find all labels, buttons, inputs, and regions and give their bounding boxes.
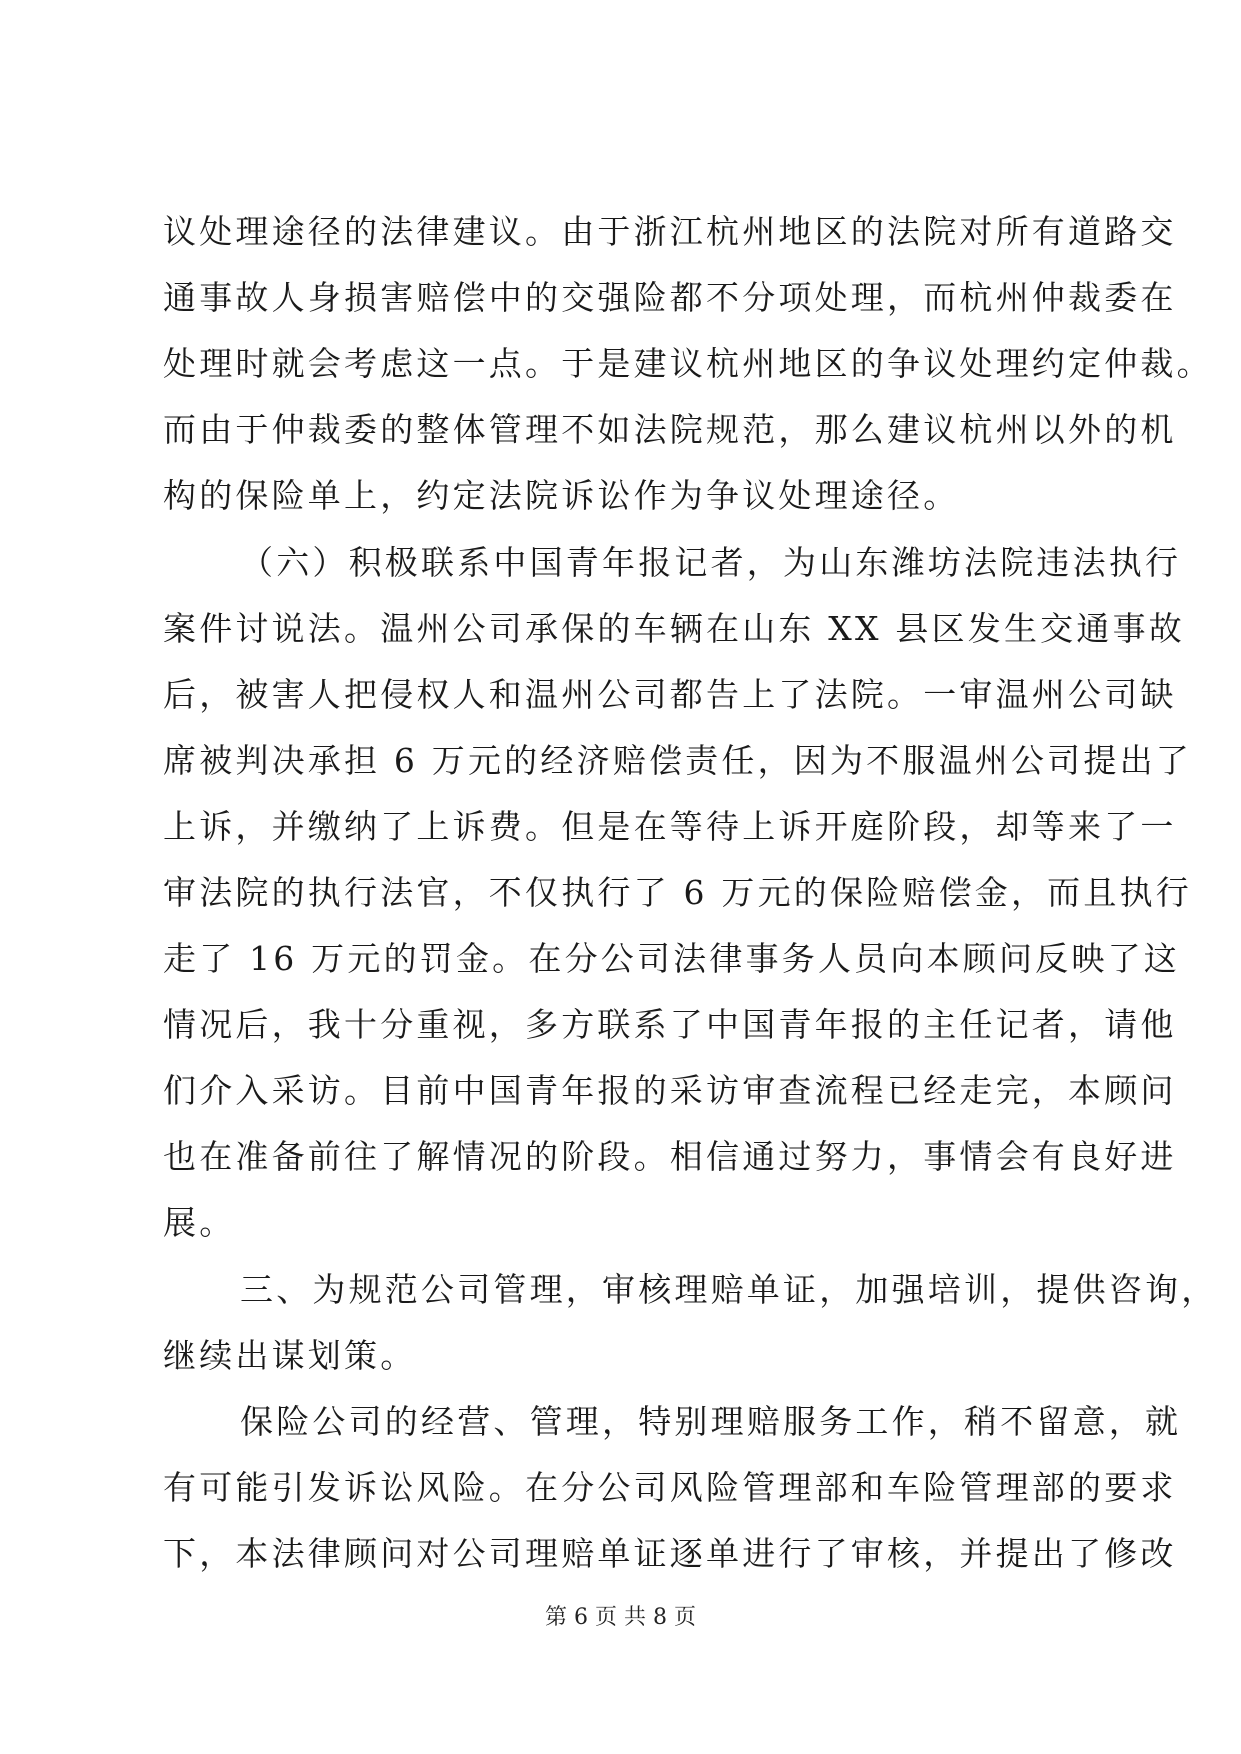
text-line: 而由于仲裁委的整体管理不如法院规范，那么建议杭州以外的机 <box>163 410 1177 449</box>
text-line: 案件讨说法。温州公司承保的车辆在山东 XX 县区发生交通事故 <box>163 609 1185 648</box>
text-line: 继续出谋划策。 <box>163 1336 417 1375</box>
text-line: 议处理途径的法律建议。由于浙江杭州地区的法院对所有道路交 <box>163 212 1177 251</box>
page-number-footer: 第 6 页 共 8 页 <box>545 1605 696 1630</box>
text-line: 处理时就会考虑这一点。于是建议杭州地区的争议处理约定仲裁。 <box>163 344 1213 383</box>
section-heading: （六）积极联系中国青年报记者，为山东潍坊法院违法执行 <box>240 543 1182 582</box>
text-line: 也在准备前往了解情况的阶段。相信通过努力，事情会有良好进 <box>163 1137 1177 1176</box>
text-line: 上诉，并缴纳了上诉费。但是在等待上诉开庭阶段，却等来了一 <box>163 807 1177 846</box>
text-line: 后，被害人把侵权人和温州公司都告上了法院。一审温州公司缺 <box>163 675 1177 714</box>
text-line: 构的保险单上，约定法院诉讼作为争议处理途径。 <box>163 476 960 515</box>
text-line: 下，本法律顾问对公司理赔单证逐单进行了审核，并提出了修改 <box>163 1534 1177 1573</box>
paragraph-start-line: 保险公司的经营、管理，特别理赔服务工作，稍不留意，就 <box>240 1402 1182 1441</box>
text-line: 们介入采访。目前中国青年报的采访审查流程已经走完，本顾问 <box>163 1071 1177 1110</box>
text-line: 走了 16 万元的罚金。在分公司法律事务人员向本顾问反映了这 <box>163 939 1180 978</box>
text-line: 审法院的执行法官，不仅执行了 6 万元的保险赔偿金，而且执行 <box>163 873 1192 912</box>
text-line: 席被判决承担 6 万元的经济赔偿责任，因为不服温州公司提出了 <box>163 741 1192 780</box>
text-line: 情况后，我十分重视，多方联系了中国青年报的主任记者，请他 <box>163 1005 1177 1044</box>
text-line: 通事故人身损害赔偿中的交强险都不分项处理，而杭州仲裁委在 <box>163 278 1177 317</box>
text-line: 有可能引发诉讼风险。在分公司风险管理部和车险管理部的要求 <box>163 1468 1177 1507</box>
section-heading: 三、为规范公司管理，审核理赔单证，加强培训，提供咨询， <box>240 1270 1218 1309</box>
text-line: 展。 <box>163 1203 236 1242</box>
